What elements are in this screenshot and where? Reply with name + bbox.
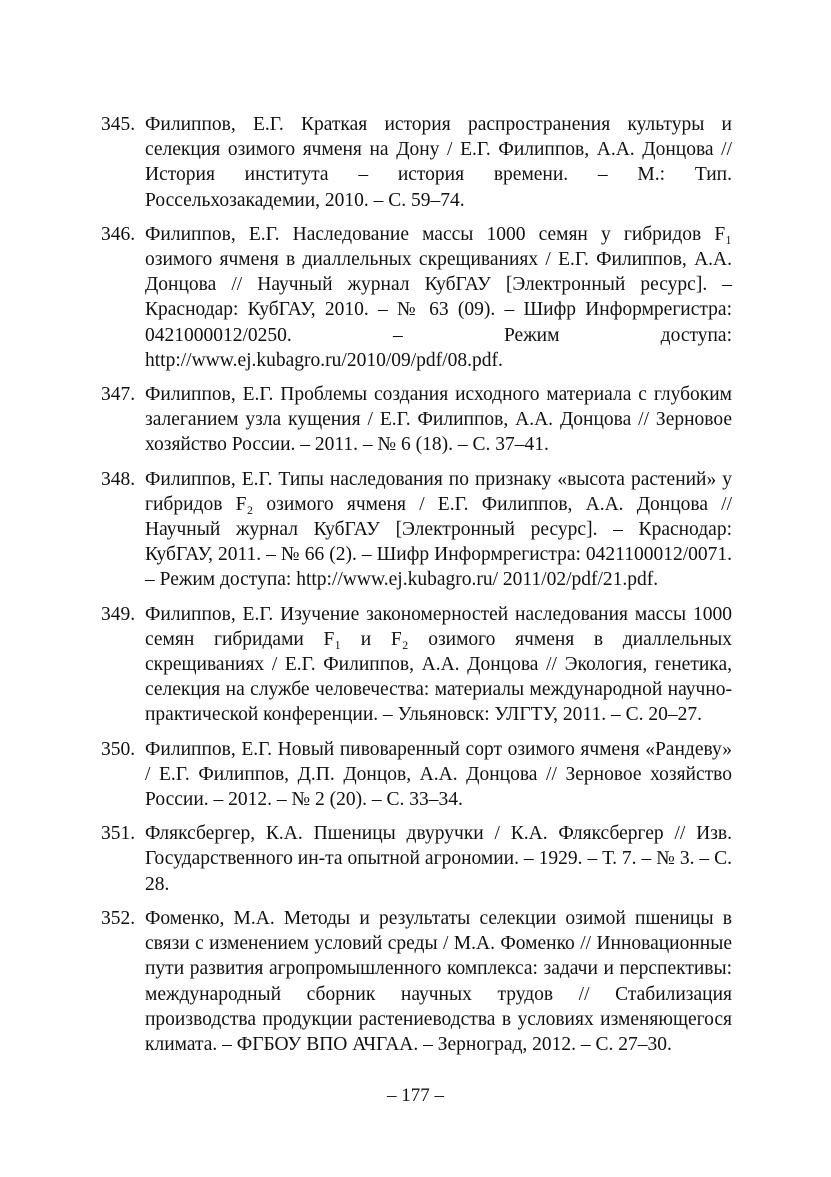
reference-text: Филиппов, Е.Г. Изучение закономерностей наследования массы 1000 семян гибридами F₁ и F₂ озимого ячменя в диаллельных скрещиваниях / Е.Г. Филиппов, А.А. Донцова // Экология, генетика, селекция на службе человечества: материалы международной научно-практической конференции. – Ульяновск: УЛГТУ, 2011. – С. 20–27. (145, 603, 732, 726)
reference-text: Фоменко, М.А. Методы и результаты селекции озимой пшеницы в связи с изменением условий среды / М.А. Фоменко // Инновационные пути развития агропромышленного комплекса: задачи и перспективы: международный сборник научных трудов // Стабилизация производства продукции растениеводства в условиях изменяющегося климата. – ФГБОУ ВПО АЧГАА. – Зерноград, 2012. – С. 27–30. (145, 907, 732, 1055)
reference-item (101, 906, 732, 1057)
reference-item (101, 821, 732, 897)
reference-item (101, 112, 732, 213)
reference-number: 352. (101, 907, 136, 929)
reference-item (101, 467, 732, 593)
reference-text: Филиппов, Е.Г. Новый пивоваренный сорт озимого ячменя «Рандеву» / Е.Г. Филиппов, Д.П. Донцов, А.А. Донцова // Зерновое хозяйство России. – 2012. – № 2 (20). – С. 33–34. (145, 738, 732, 811)
reference-item (101, 737, 732, 813)
reference-number: 345. (101, 114, 136, 135)
reference-number: 349. (101, 603, 136, 625)
reference-number: 350. (101, 738, 136, 760)
page-number: – 177 – (387, 1085, 444, 1106)
reference-text: Филиппов, Е.Г. Наследование массы 1000 семян у гибридов F₁ озимого ячменя в диаллельных скрещиваниях / Е.Г. Филиппов, А.А. Донцова // Научный журнал КубГАУ [Электронный ресурс]. – Краснодар: КубГАУ, 2010. – № 63 (09). – Шифр Информрегистра: 0421000012/0250. – Режим доступа: http://www.ej.kubagro.ru/2010/09/pdf/08.pdf. (145, 223, 732, 371)
reference-text: Филиппов, Е.Г. Краткая история распространения культуры и селекция озимого ячменя на Дону / Е.Г. Филиппов, А.А. Донцова // История института – история времени. – М.: Тип. Россельхозакадемии, 2010. – С. 59–74. (145, 114, 732, 211)
reference-list (101, 112, 732, 1066)
reference-number: 351. (101, 823, 136, 845)
reference-text: Филиппов, Е.Г. Типы наследования по признаку «высота растений» у гибридов F₂ озимого ячменя / Е.Г. Филиппов, А.А. Донцова // Научный журнал КубГАУ [Электронный ресурс]. – Краснодар: КубГАУ, 2011. – № 66 (2). – Шифр Информрегистра: 0421100012/0071. – Режим доступа: http://www.ej.kubagro.ru/ 2011/02/pdf/21.pdf. (145, 468, 732, 591)
reference-number: 347. (101, 384, 136, 406)
reference-text: Фляксбергер, К.А. Пшеницы двуручки / К.А. Фляксбергер // Изв. Государственного ин-та опытной агрономии. – 1929. – Т. 7. – № 3. – С. 28. (145, 823, 732, 895)
reference-item (101, 382, 732, 458)
reference-item (101, 602, 732, 728)
reference-number: 348. (101, 468, 136, 490)
reference-item (101, 222, 732, 373)
reference-text: Филиппов, Е.Г. Проблемы создания исходного материала с глубоким залеганием узла кущения / Е.Г. Филиппов, А.А. Донцова // Зерновое хозяйство России. – 2011. – № 6 (18). – С. 37–41. (145, 384, 732, 456)
reference-number: 346. (101, 223, 136, 245)
